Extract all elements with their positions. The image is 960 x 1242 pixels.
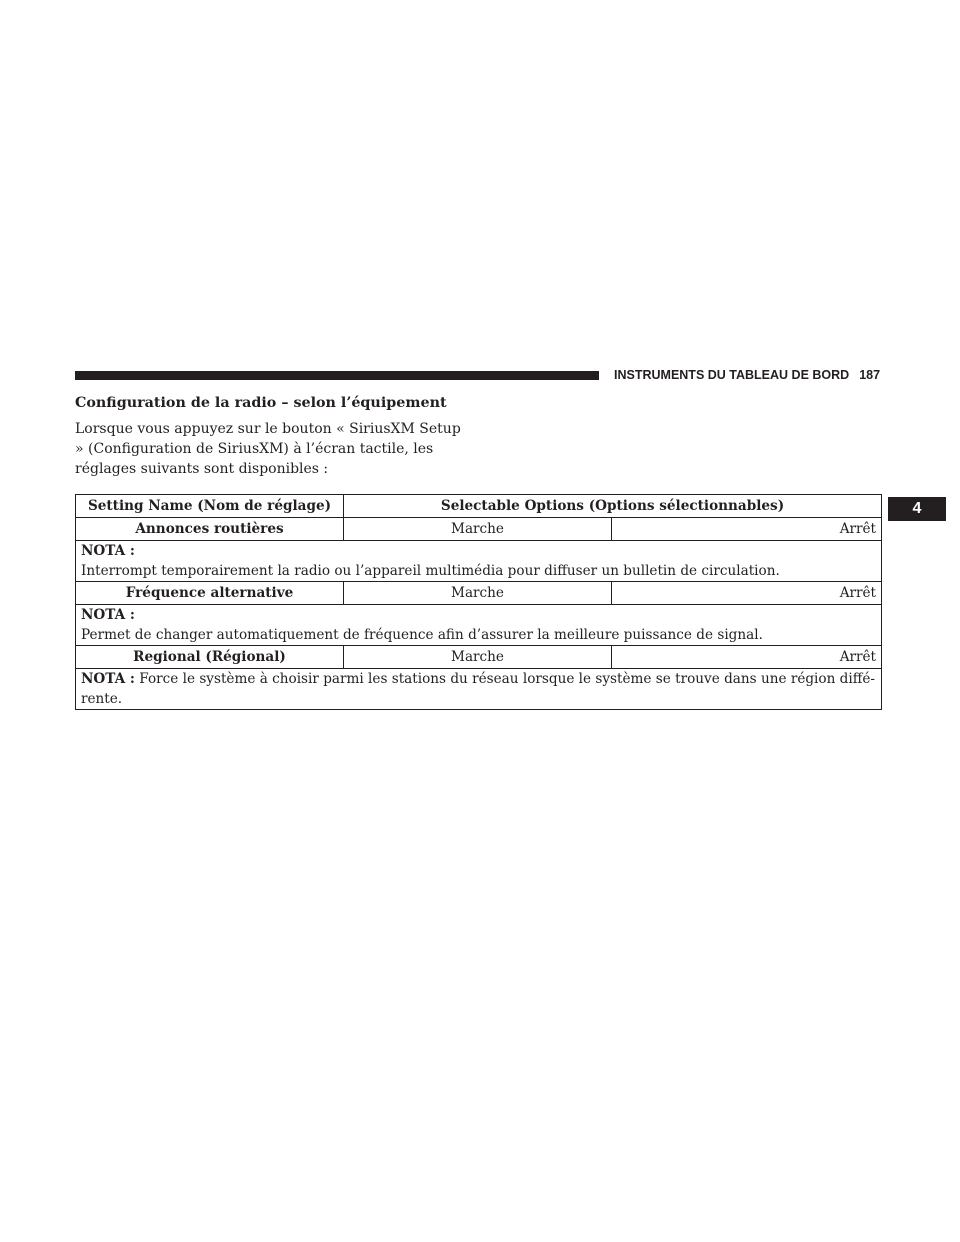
setting-name: Annonces routières	[76, 518, 344, 541]
column-header-setting: Setting Name (Nom de réglage)	[76, 495, 344, 518]
note-row	[76, 669, 882, 710]
page-number: 187	[859, 368, 881, 382]
option-off: Arrêt	[612, 518, 882, 541]
table-header-row	[76, 495, 882, 518]
table-row	[76, 518, 882, 541]
note-label: NOTA :	[81, 543, 135, 559]
table-row	[76, 646, 882, 669]
table-row	[76, 582, 882, 605]
chapter-tab: 4	[888, 497, 946, 521]
setting-name: Fréquence alternative	[76, 582, 344, 605]
header-rule	[75, 371, 599, 380]
note-row	[76, 605, 882, 646]
option-off: Arrêt	[612, 646, 882, 669]
note-label: NOTA :	[81, 607, 135, 623]
note-row	[76, 541, 882, 582]
option-on: Marche	[344, 646, 612, 669]
option-on: Marche	[344, 582, 612, 605]
note-cell	[76, 541, 882, 582]
option-on: Marche	[344, 518, 612, 541]
note-text: Permet de changer automatiquement de fréquence afin d’assurer la meilleure puissance de signal.	[81, 627, 763, 643]
column-header-options: Selectable Options (Options sélectionnables)	[344, 495, 882, 518]
section-heading: Configuration de la radio – selon l’équipement	[75, 395, 447, 411]
note-cell	[76, 605, 882, 646]
note-text: Interrompt temporairement la radio ou l’appareil multimédia pour diffuser un bulletin de circulation.	[81, 563, 780, 579]
note-cell	[76, 669, 882, 710]
option-off: Arrêt	[612, 582, 882, 605]
note-text: Force le système à choisir parmi les stations du réseau lorsque le système se trouve dans une région diffé-rente.	[81, 671, 876, 707]
settings-table	[75, 494, 882, 710]
running-title: INSTRUMENTS DU TABLEAU DE BORD	[614, 368, 850, 382]
note-label: NOTA :	[81, 671, 135, 687]
running-head	[614, 366, 880, 384]
setting-name: Regional (Régional)	[76, 646, 344, 669]
intro-paragraph: Lorsque vous appuyez sur le bouton « SiriusXM Setup » (Configuration de SiriusXM) à l’écran tactile, les réglages suivants sont disponibles :	[75, 421, 461, 477]
